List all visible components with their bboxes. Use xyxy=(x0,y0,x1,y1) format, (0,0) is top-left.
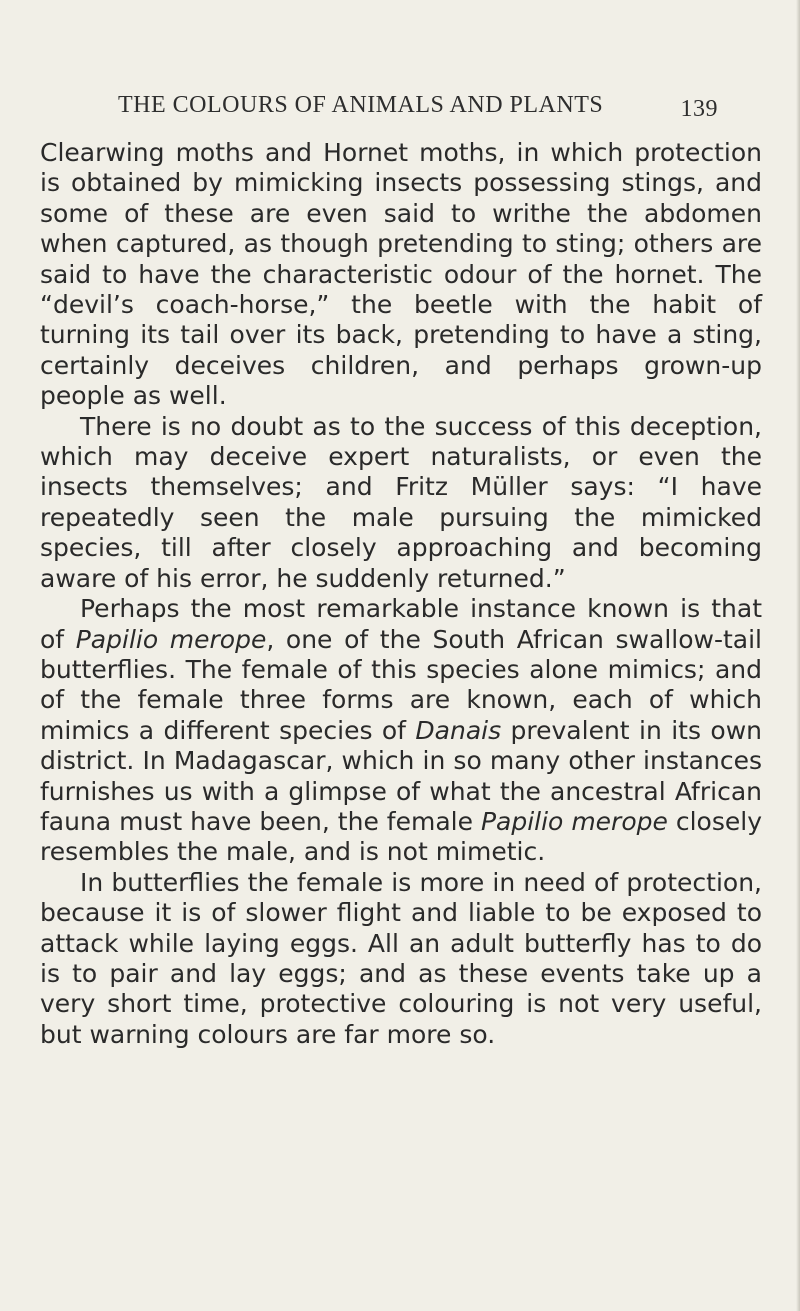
running-title: THE COLOURS OF ANIMALS AND PLANTS xyxy=(118,92,604,118)
body-text xyxy=(40,138,762,1050)
paragraph-deception: There is no doubt as to the success of this deception, which may deceive expert naturalists, or even the insects themselves; and Fritz Müller says: “I have repeatedly seen the male pursuing the mimicked species, till after closely approaching and becoming aware of his error, he suddenly returned.” xyxy=(40,411,762,593)
paragraph-papilio-merope xyxy=(40,594,762,868)
paragraph-clearwing-moths: Clearwing moths and Hornet moths, in which protection is obtained by mimicking insects possessing stings, and some of these are even said to writhe the abdomen when captured, as though pretending to sting; others are said to have the characteristic odour of the hornet. The “devil’s coach-horse,” the beetle with the habit of turning its tail over its back, pretending to have a sting, certainly deceives children, and perhaps grown-up people as well. xyxy=(40,138,762,411)
paragraph-butterflies-female: In butterflies the female is more in need of protection, because it is of slower flight and liable to be exposed to attack while laying eggs. All an adult butterfly has to do is to pair and lay eggs; and as these events take up a very short time, protective colouring is not very useful, but warning colours are far more so. xyxy=(40,867,762,1049)
species-name-italic: Papilio merope xyxy=(75,624,267,654)
text-segment: , one of the South African swallow-tail butterflies. The female of this species alone mimics; and of the female three forms are known, each of which mimics a different species of xyxy=(40,624,762,745)
text-segment: prevalent in its own district. In Madagascar, which in so many other instances furnishes us with a glimpse of what the ancestral African fauna must have been, the female xyxy=(40,715,762,836)
genus-name-italic: Danais xyxy=(415,715,502,745)
page-edge-shadow xyxy=(796,0,800,1311)
page-number: 139 xyxy=(680,96,718,122)
text-segment: closely resembles the male, and is not mimetic. xyxy=(40,806,762,867)
species-name-italic: Papilio merope xyxy=(480,806,668,836)
page-header xyxy=(118,92,718,132)
text-segment: Perhaps the most remarkable instance known is that of xyxy=(40,594,762,654)
